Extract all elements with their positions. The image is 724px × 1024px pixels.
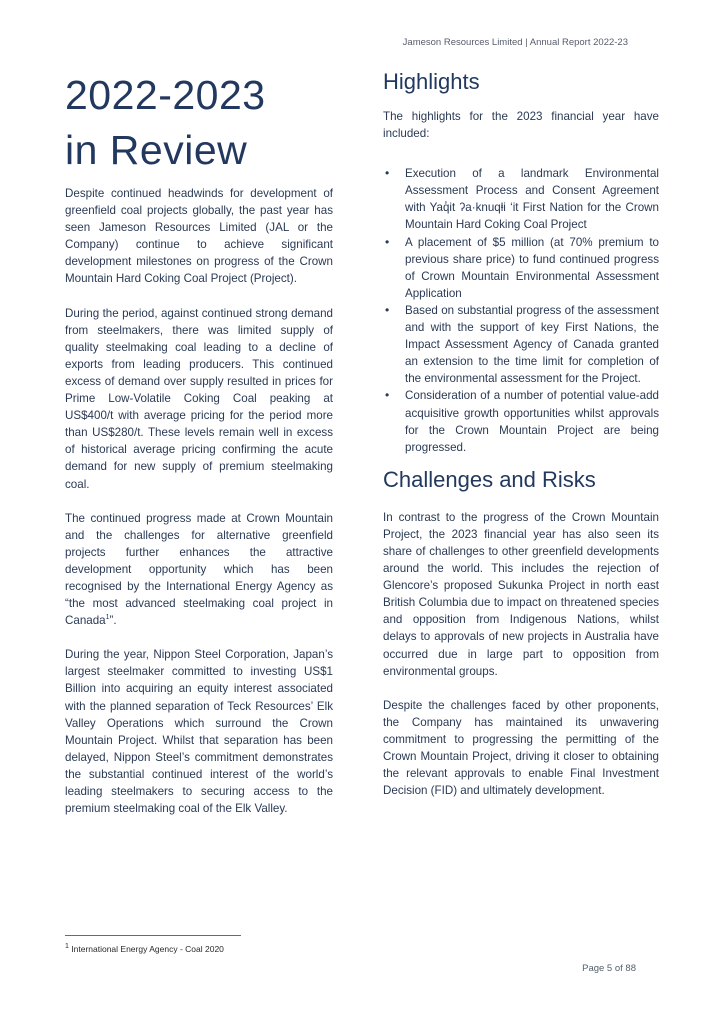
report-header: Jameson Resources Limited | Annual Report 2022-23 (402, 37, 628, 48)
bullet-icon: • (385, 166, 390, 181)
highlights-heading: Highlights (383, 69, 480, 94)
left-paragraph-4: During the year, Nippon Steel Corporation, Japan’s largest steelmaker committed to investing US$1 Billion into acquiring an equity interest associated with the planned separation of Teck Resources’ Elk Valley Operations which surround the Crown Mountain Project. Whilst that separation has been delayed, Nippon Steel’s commitment demonstrates the substantial continued interest of the world’s leading steelmakers to securing access to the premium steelmaking coal of the Elk Valley. (65, 648, 333, 816)
highlight-item: • Execution of a landmark Environmental Assessment Process and Consent Agreement with Yaq̓it ʔa·knuqⱡi ‘it First Nation for the Crown Mountain Hard Coking Coal Project (385, 166, 659, 232)
footnote (65, 944, 224, 954)
bullet-icon: • (385, 302, 390, 317)
challenges-heading: Challenges and Risks (383, 466, 596, 492)
highlight-item: • Based on substantial progress of the assessment and with the support of key First Nations, the Impact Assessment Agency of Canada granted an extension to the time limit for completion of the environmental assessment for the Project. (385, 302, 659, 386)
page-number: Page 5 of 88 (582, 963, 636, 974)
left-paragraph-1: Despite continued headwinds for development of greenfield coal projects globally, the past year has seen Jameson Resources Limited (JAL or the Company) continue to achieve significant development milestones on progress of the Crown Mountain Hard Coking Coal Project (Project). (65, 187, 333, 286)
highlights-intro: The highlights for the 2023 financial year have included: (383, 110, 659, 141)
footnote-divider (65, 935, 241, 936)
right-column (383, 68, 659, 816)
page-title-line1: 2022-2023 (65, 72, 266, 118)
challenges-paragraph-1: In contrast to the progress of the Crown Mountain Project, the 2023 financial year has also seen its share of challenges to other greenfield developments around the world. This includes the rejection of Glencore’s proposed Sukunka Project in north east British Columbia due to impact on threatened species and opposition from Indigenous Nations, whilst delays to approvals of new projects in Australia have occurred due in large part to opposition from environmental groups. (383, 510, 659, 678)
bullet-icon: • (385, 388, 390, 403)
footnote-text: International Energy Agency - Coal 2020 (68, 944, 224, 954)
bullet-icon: • (385, 234, 390, 249)
left-paragraph-3-end: ”. (109, 614, 117, 628)
challenges-paragraph-2: Despite the challenges faced by other proponents, the Company has maintained its unwavering commitment to progressing the permitting of the Crown Mountain Project, driving it closer to obtaining the relevant approvals to enable Final Investment Decision (FID) and ultimately development. (383, 698, 659, 798)
page-title (65, 68, 266, 178)
highlights-list (383, 165, 659, 456)
left-column (65, 185, 333, 834)
highlight-item: • Consideration of a number of potential value-add acquisitive growth opportunities whilst approvals for the Crown Mountain Project are being progressed. (385, 388, 659, 454)
left-paragraph-3 (65, 510, 333, 630)
left-paragraph-2: During the period, against continued strong demand from steelmakers, there was limited supply of quality steelmaking coal leading to a decline of exports from leading producers. This continued excess of demand over supply resulted in prices for Prime Low-Volatile Coking Coal peaking at US$400/t with average pricing for the period more than US$280/t. These levels remain well in excess of historical average pricing confirming the acute demand for new supply of premium steelmaking coal. (65, 306, 333, 491)
footnote-reference[interactable]: 1 (105, 614, 110, 622)
left-paragraph-3-text: The continued progress made at Crown Mountain and the challenges for alternative greenfield projects further enhances the attractive development opportunity which has been recognised by the International Energy Agency as “the most advanced steelmaking coal project in Canada (65, 511, 333, 628)
highlight-item: • A placement of $5 million (at 70% premium to previous share price) to fund continued progress of Crown Mountain Environmental Assessment Application (385, 234, 659, 300)
page-title-line2: in Review (65, 127, 248, 173)
footnote-marker: 1 (65, 943, 69, 951)
